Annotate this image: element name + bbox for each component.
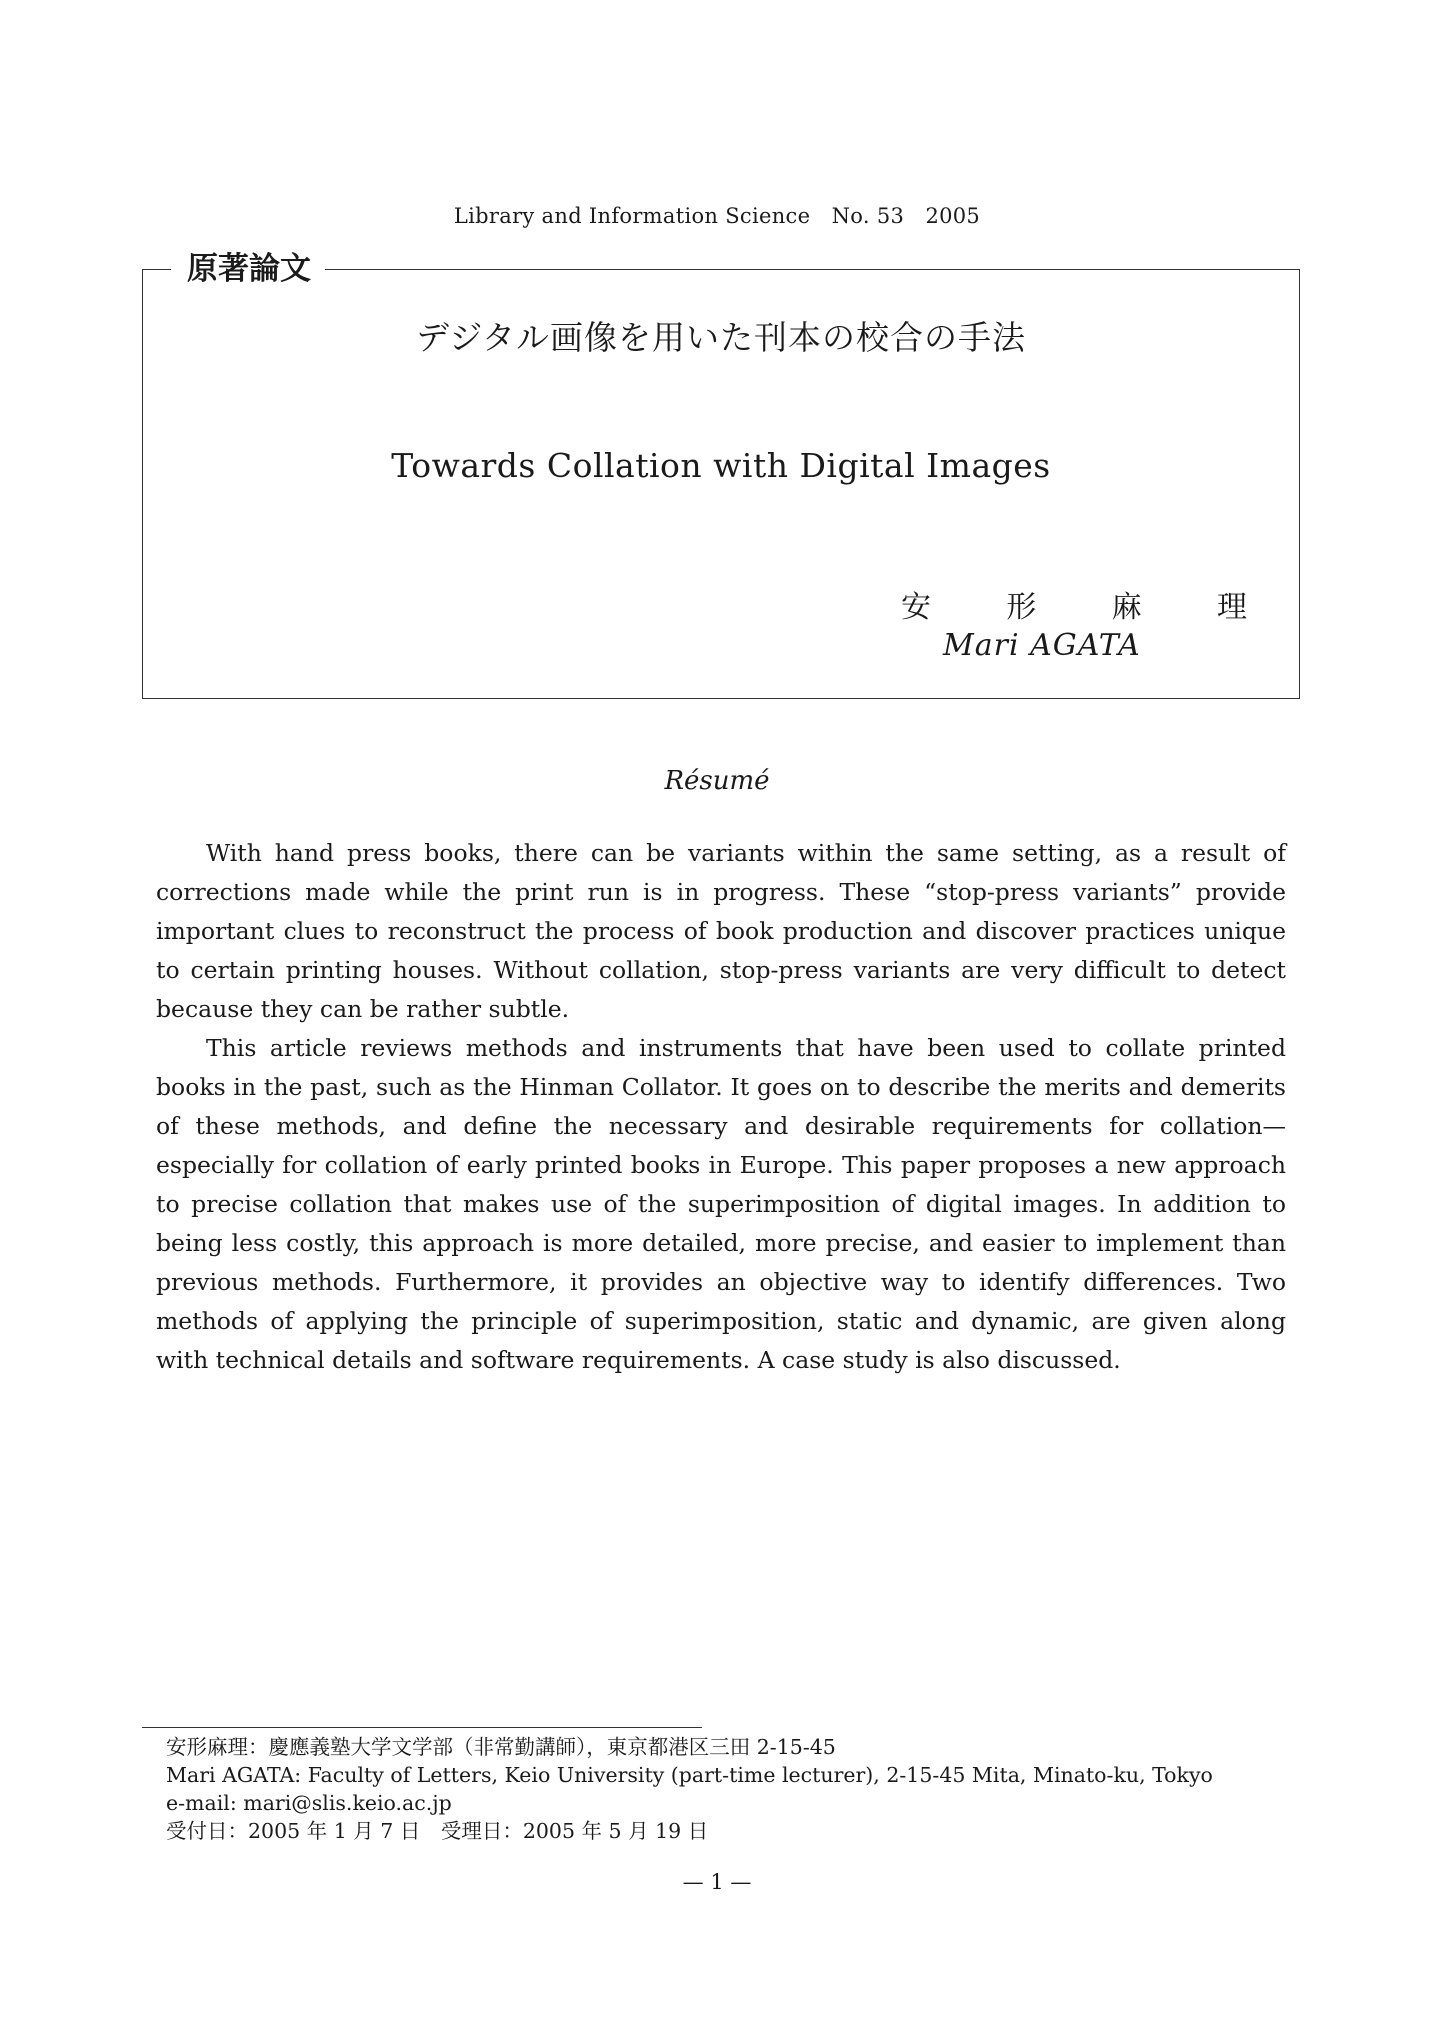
- title-english: Towards Collation with Digital Images: [391, 446, 1051, 485]
- author-char: 形: [1006, 590, 1037, 625]
- author-char: 麻: [1111, 590, 1142, 625]
- abstract-paragraph: With hand press books, there can be variants within the same setting, as a result of corrections made while the print run is in progress. These “stop-press variants” provide important clues to reconstruct the process of book production and discover practices unique to certain printing houses. Without collation, stop-press variants are very difficult to detect because they can be rather subtle.: [156, 839, 1286, 1023]
- abstract-body: [156, 834, 1286, 1380]
- footnote-email: e-mail: mari@slis.keio.ac.jp: [166, 1791, 452, 1815]
- category-label: 原著論文: [171, 247, 325, 291]
- footnote-affiliation-en: Mari AGATA: Faculty of Letters, Keio University (part-time lecturer), 2-15-45 Mita, Minato-ku, Tokyo: [166, 1763, 1213, 1787]
- footnote-dates: 受付日：2005 年 1 月 7 日 受理日：2005 年 5 月 19 日: [166, 1819, 709, 1843]
- author-char: 安: [901, 590, 931, 625]
- abstract-heading: Résumé: [664, 766, 770, 796]
- title-japanese: デジタル画像を用いた刊本の校合の手法: [415, 318, 1027, 357]
- footnote-divider: [142, 1727, 702, 1728]
- author-name-english: Mari AGATA: [943, 628, 1141, 663]
- author-char: 理: [1216, 590, 1247, 625]
- author-name-japanese: [901, 582, 1247, 626]
- journal-header: Library and Information Science No. 53 2005: [453, 204, 981, 228]
- footnotes: [166, 1733, 1300, 1845]
- abstract-paragraph: This article reviews methods and instruments that have been used to collate printed books in the past, such as the Hinman Collator. It goes on to describe the merits and demerits of these methods, and define the necessary and desirable requirements for collation—especially for collation of early printed books in Europe. This paper proposes a new approach to precise collation that makes use of the superimposition of digital images. In addition to being less costly, this approach is more detailed, more precise, and easier to implement than previous methods. Furthermore, it provides an objective way to identify differences. Two methods of applying the principle of superimposition, static and dynamic, are given along with technical details and software requirements. A case study is also discussed.: [156, 1034, 1286, 1374]
- title-box: [142, 251, 1300, 699]
- page-number: — 1 —: [682, 1870, 752, 1894]
- footnote-affiliation-jp: 安形麻理：慶應義塾大学文学部（非常勤講師），東京都港区三田 2-15-45: [166, 1735, 836, 1759]
